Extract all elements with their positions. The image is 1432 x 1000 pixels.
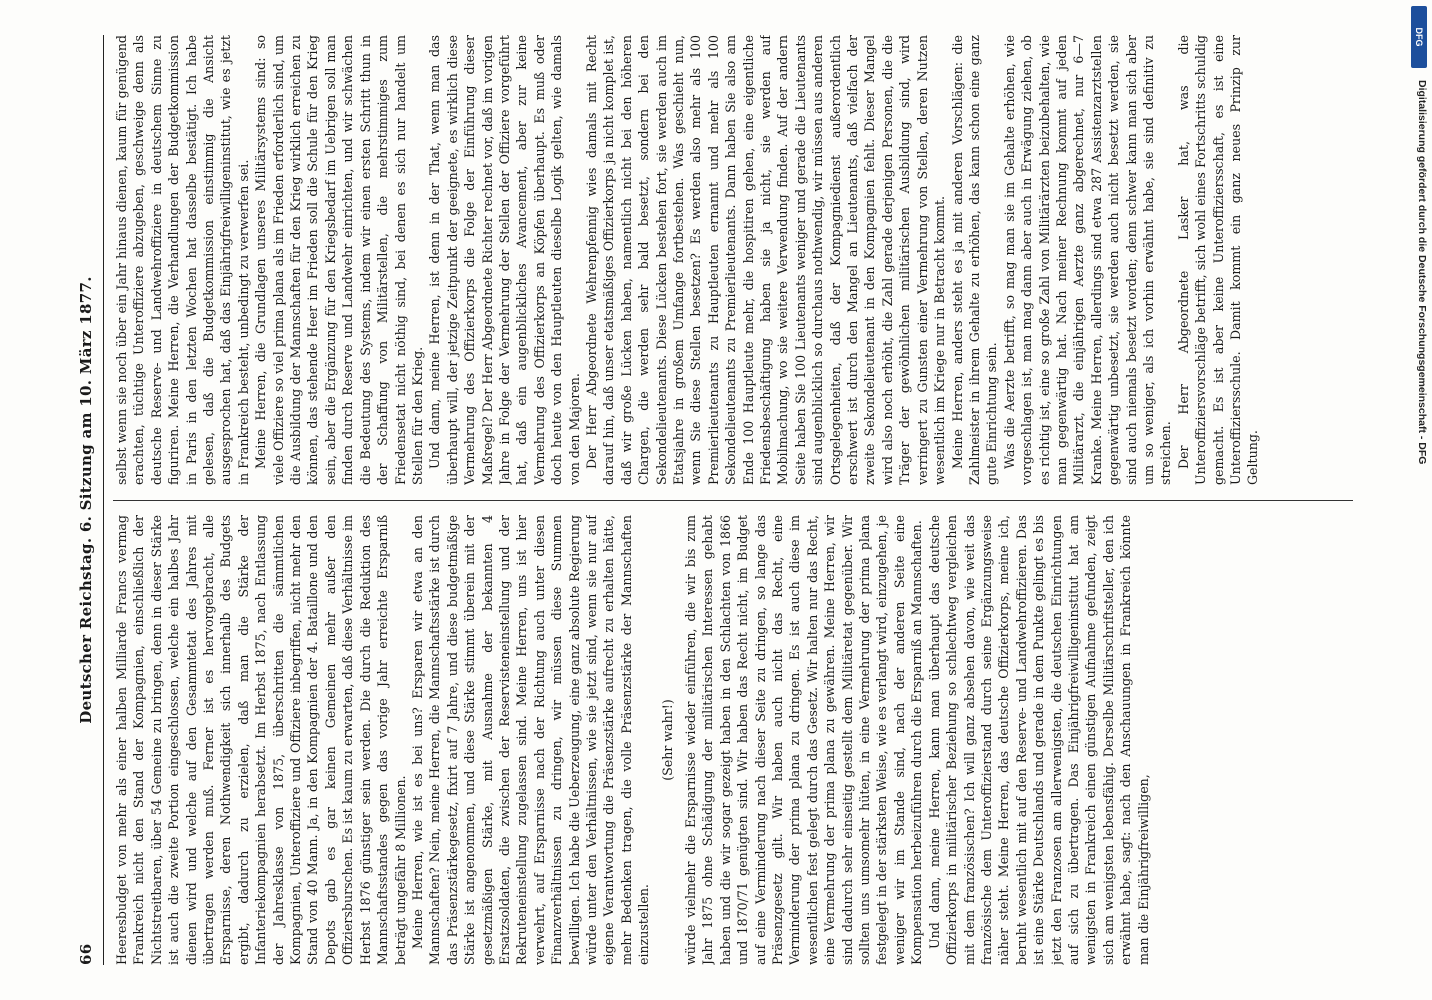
dfg-stamp xyxy=(1398,0,1432,1000)
rotated-document-page xyxy=(61,35,1371,965)
dfg-funding-note: Digitalisierung gefördert durch die Deutsche Forschungsgemeinschaft - DFG xyxy=(1416,80,1428,465)
header-rule xyxy=(103,35,104,965)
paragraph: Der Herr Abgeordnete Lasker hat, was die Unteroffiziersvorschläge betrifft, sich wohl eines Fortschritts schuldig gemacht. Es ist aber keine Unteroffiziersschaft, es ist eine Unteroffiziersschule. Damit kommt ein ganz neues Prinzip zur Geltung. xyxy=(1175,35,1261,485)
paragraph: Meine Herren, anders steht es ja mit anderen Vorschlägen: die Zahlmeister in ihrem Gehalte zu erhöhen, das kann schon eine ganz gute Einrichtung sein. xyxy=(949,35,1000,485)
paragraph: Der Herr Abgeordnete Wehrenpfennig wies damals mit Recht darauf hin, daß unser etatsmäßiges Offizierkorps ja nicht komplet ist, daß wir große Lücken haben, namentlich nicht bei den höheren Chargen, die werden sehr bald besetzt, sondern bei den Sekondelieutenants. Diese Lücken bestehen fort, sie werden auch im Etatsjahre in großem Umfange fortbestehen. Was geschieht nun, wenn Sie diese Stellen besetzen? Es werden also mehr als 100 Premierlieutenants zu Hauptleuten ernannt und mehr als 100 Sekondelieutenants zu Premierlieutenants. Dann haben Sie also am Ende 100 Hauptleute mehr, die hospitiren gehen, eine eigentliche Friedensbeschäftigung haben sie ja nicht, sie werden auf Mobilmachung, wo sie weitere Verwendung finden. Auf der andern Seite haben Sie 100 Lieutenants weniger und gerade die Lieutenants sind augenblicklich so durchaus nothwendig, wir müssen aus anderen Ortsgelegenheiten, daß der Kompagniedienst außerordentlich erschwert ist durch den Mangel an Lieutenants, daß vielfach der zweite Sekondelieutenant in den Kompagnien fehlt. Dieser Mangel wird also noch erhöht, die Zahl gerade derjenigen Personen, die die Träger der gewöhnlichen militärischen Ausbildung sind, wird verringert zu Gunsten einer Vermehrung von Stellen, deren Nutzen wesentlich im Kriege nur in Betracht kommt. xyxy=(583,35,948,485)
left-column xyxy=(113,515,1353,965)
paragraph: Und dann, meine Herren, ist denn in der That, wenn man das überhaupt will, der jetzige Zeitpunkt der geeignete, es wirklich diese Vermehrung des Offizierkorps die Folge der Einführung dieser Maßregel? Der Herr Abgeordnete Richter rechnet vor, daß im vorigen Jahre in Folge der Vermehrung der Stellen der Offiziere vorgeführt hat, daß ein augenblickliches Avancement, aber zur keine Vermehrung des Offizierkorps an Köpfen überhaupt. Es muß oder doch heute von den Hauptleuten dieselbe Logik gelten, wie damals von den Majoren. xyxy=(427,35,582,485)
page-number: 66 xyxy=(77,943,95,965)
dfg-logo xyxy=(1411,6,1427,68)
paragraph: Meine Herren, wie ist es bei uns? Ersparen wir etwa an den Mannschaften? Nein, meine Herren, die Mannschaftsstärke ist durch das Präsenzstärkegesetz, fixirt auf 7 Jahre, und diese budgetmäßige Stärke ist angenommen, und diese Stärke stimmt überein mit der gesetzmäßigen Stärke, mit Ausnahme der bekannten 4 Ersatzsoldaten, die zwischen der Reservisteneinstellung und der Rekruteneinstellung zugelassen sind. Meine Herren, uns ist hier verwehrt, auf Ersparnisse nach der Richtung auch unter diesen Finanzverhältnissen zu dringen, wir müssen diese Summen bewilligen. Ich habe die Ueberzeugung, eine ganz absolute Regierung würde unter den Verhältnissen, wie sie jetzt sind, wenn sie nur auf eigene Verantwortung die Präsenzstärke aufrecht zu erhalten hätte, mehr Bedenken tragen, die volle Präsenzstärke der Mannschaften einzustellen. xyxy=(409,515,652,965)
paragraph: Heeresbudget von mehr als einer halben Milliarde Francs vermag Frankreich nicht den Stand der Kompagnien, einschließlich der Nichtstreitbaren, über 54 Gemeine zu bringen, denn in dieser Stärke ist auch die zweite Portion eingeschlossen, welche ein halbes Jahr dienen wird und welche auf den Gesammtetat des Jahres mit übertragen werden muß. Ferner ist es hervorgebracht, alle Ersparnisse, deren Nothwendigkeit sich innerhalb des Budgets ergibt, dadurch zu erzielen, daß man die Stärke der Infanteriekompagnien herabsetzt. Im Herbst 1875, nach Entlassung der Jahresklasse von 1875, überschritten die sämmtlichen Kompagnien, Unteroffiziere und Offiziere inbegriffen, nicht mehr den Stand von 40 Mann. Ja, in den Kompagnien der 4. Bataillone und den Depots gab es gar keinen Gemeinen mehr außer den Offiziersburschen. Es ist kaum zu erwarten, daß diese Verhältnisse im Herbst 1876 günstiger sein werden. Die durch die Reduktion des Mannschaftsstandes gegen das vorige Jahr erreichte Ersparniß beträgt ungefähr 8 Millionen. xyxy=(114,515,408,965)
paragraph: Meine Herren, die Grundlagen unseres Militärsystems sind: so viele Offiziere so viel prima plana als im Frieden erforderlich sind, um die Ausbildung der Mannschaften für den Krieg wirklich erreichen zu können, das stehende Heer im Frieden soll die Schule für den Krieg sein, aber die Ergänzung für den Kriegsbedarf im Uebrigen soll man finden durch Reserve und Landwehr einrichten, und wir schwächen die Bedeutung des Systems, indem wir einen ersten Schritt thun in der Schaffung von Militärstellen, die mehrstimmiges zum Friedensetat nicht nöthig sind, bei denen es sich nur handelt um Stellen für den Krieg. xyxy=(253,35,425,485)
dfg-logo-text: DFG xyxy=(1414,27,1424,47)
paragraph: Was die Aerzte betrifft, so mag man sie im Gehalte erhöhen, wie vorgeschlagen ist, man mag dann aber auch in Erwägung ziehen, ob es richtig ist, eine so große Zahl von Militärärzten beizubehalten, wie man gegenwärtig hat. Nach meiner Rechnung kommt auf jeden Militärarzt, die einjährigen Aerzte ganz abgerechnet, nur 6—7 Kranke. Meine Herren, allerdings sind etwa 287 Assistenzarztstellen gegenwärtig unbesetzt, sie werden auch nicht besetzt werden, sie sind auch niemals besetzt worden; denn schwer kann man sich aber um so weniger, als ich vorhin erwähnt habe, sie sind definitiv zu streichen. xyxy=(1001,35,1174,485)
page-title: Deutscher Reichstag. 6. Sitzung am 10. März 1877. xyxy=(77,276,95,724)
paragraph: selbst wenn sie noch über ein Jahr hinaus dienen, kaum für genügend erachten, tüchtige Unteroffiziere abzugeben, geschweige denn als deutsche Reserve- und Landwehroffiziere in deutschem Sinne zu figuriren. Meine Herren, die Verhandlungen der Budgetkommission in Paris in den letzten Wochen hat dasselbe bestätigt. Ich habe gelesen, daß die Budgetkommission einstimmig die Ansicht ausgesprochen hat, daß das Einjährigfreiwilligeninstitut, wie es jetzt in Frankreich besteht, unbedingt zu verwerfen sei. xyxy=(114,35,251,485)
paragraph: Und dann, meine Herren, kann man überhaupt das deutsche Offizierkorps in militärischer Beziehung so schlechtweg vergleichen mit dem französischen? Ich will ganz absehen davon, wie weit das französische dem Unteroffizierstand durch seine Ergänzungsweise näher steht. Meine Herren, das deutsche Offizierkorps, meine ich, beruht wesentlich mit auf den Reserve- und Landwehroffizieren. Das ist eine Stärke Deutschlands und gerade in dem Punkte gelingt es bis jetzt den Franzosen am allerwenigsten, die deutschen Einrichtungen auf sich zu übertragen. Das Einjährigfreiwilligeninstitut hat am wenigsten in Frankreich einen günstigen Aufnahme gefunden, zeigt sich am wenigsten lebensfähig. Derselbe Militärschriftsteller, den ich erwähnt habe, sagt: nach den Anschauungen in Frankreich könnte man die Einjährigfreiwilligen, xyxy=(926,515,1151,965)
right-column xyxy=(113,35,1353,485)
interjection: (Sehr wahr!) xyxy=(659,699,675,781)
column-divider xyxy=(113,500,1353,501)
running-header xyxy=(77,35,103,965)
paragraph: würde vielmehr die Ersparnisse wieder einführen, die wir bis zum Jahr 1875 ohne Schädigung der militärischen Interessen gehabt haben und die wir sogar gezeigt haben in den Schlachten von 1866 und 1870/71 genügten sind. Wir haben das Recht nicht, im Budget auf eine Verminderung nach dieser Seite zu dringen, so lange das Präsenzgesetz gilt. Wir haben auch nicht das Recht, eine Verminderung der prima plana zu dringen. Es ist auch diese im wesentlichen fest gelegt durch das Gesetz. Wir halten nur das Recht, eine Vermehrung der prima plana zu gewähren. Meine Herren, wir sind dadurch sehr einseitig gestellt dem Militäretat gegenüber. Wir sollten uns umsomehr hüten, in eine Vermehrung der prima plana festgelegt in der stärksten Weise, wie es verlangt wird, einzugehen, je weniger wir im Stande sind, nach der anderen Seite eine Kompensation herbeizuführen durch die Ersparniß an Mannschaften. xyxy=(683,515,925,965)
